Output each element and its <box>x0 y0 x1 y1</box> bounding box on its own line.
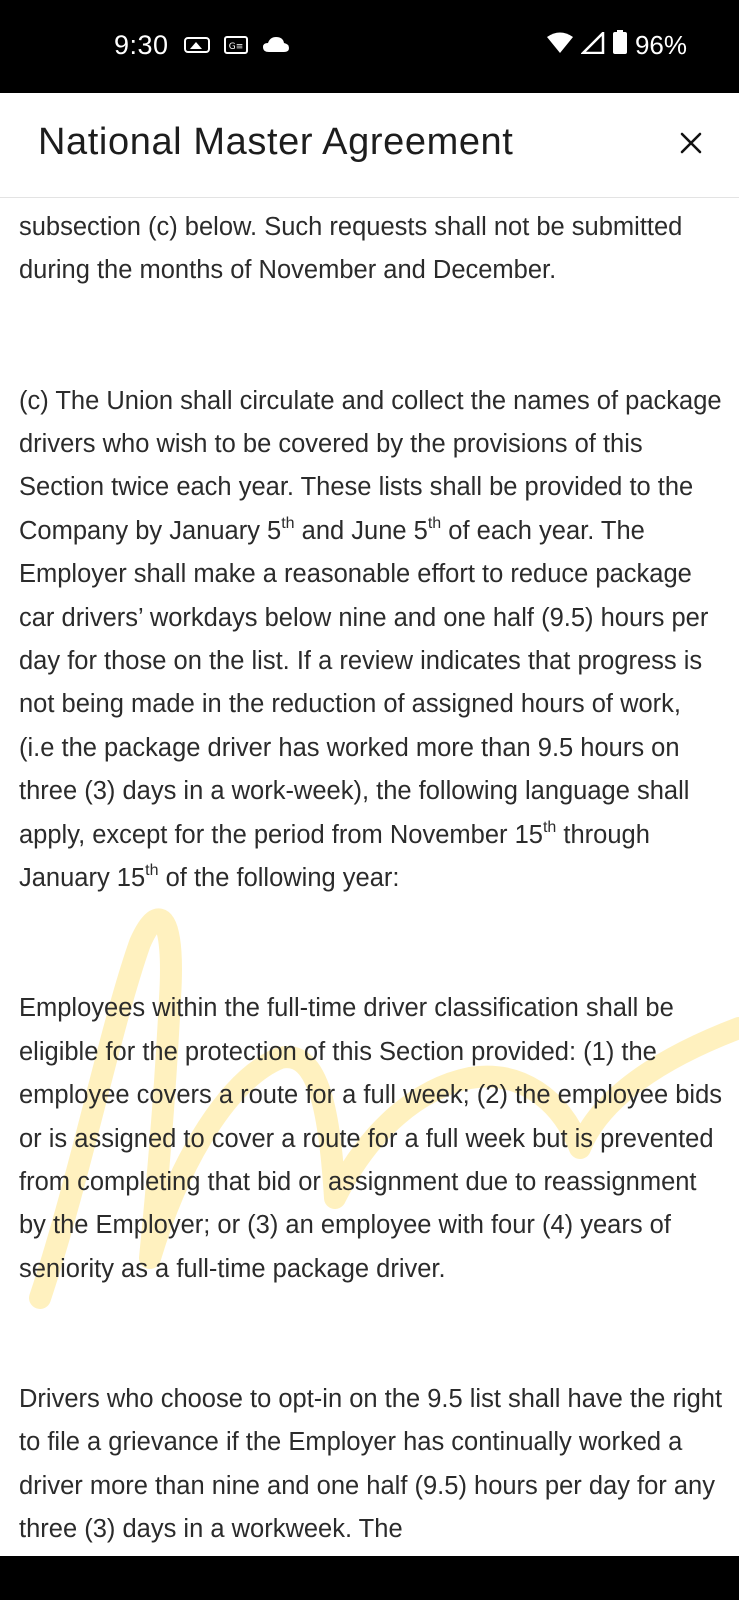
header <box>0 93 739 198</box>
system-icons <box>547 30 687 61</box>
paragraph-3: Employees within the full-time driver classification shall be eligible for the protection of this Section provided: (1) the employee covers a route for a full week; (2) the employee bids or is assigned to cover a route for a full week but is prevented from completing that bid or assignment due to reassignment by the Employer; or (3) an employee with four (4) years of seniority as a full-time package driver. <box>19 994 723 1283</box>
status-time: 9:30 <box>114 30 169 60</box>
mlb-icon <box>184 37 210 58</box>
wifi-icon <box>547 30 573 61</box>
battery-icon <box>613 30 627 61</box>
battery-percent: 96% <box>634 30 687 60</box>
close-icon <box>679 131 703 155</box>
paragraph-4: Drivers who choose to opt-in on the 9.5 list shall have the right to file a grievance if the Employer has continually worked a driver more than nine and one half (9.5) hours per day for any three (3) days in a workweek. The <box>19 1384 723 1544</box>
page-title: National Master Agreement <box>38 121 514 163</box>
signal-icon <box>581 30 605 61</box>
cloud-icon <box>262 36 290 59</box>
document-viewer[interactable] <box>0 198 739 1556</box>
close-button[interactable] <box>667 119 715 167</box>
notification-icons <box>184 36 290 59</box>
paragraph-2: (c) The Union shall circulate and collect the names of package drivers who wish to be covered by the provisions of this Section twice each year. These lists shall be provided to the Company by January 5th and June 5th of each year. The Employer shall make a reasonable effort to reduce package car drivers’ workdays below nine and one half (9.5) hours per day for those on the list. If a review indicates that progress is not being made in the reduction of assigned hours of work, (i.e the package driver has worked more than 9.5 hours on three (3) days in a work-week), the following language shall apply, except for the period from November 15th through January 15th of the following year: <box>19 386 722 893</box>
status-bar <box>0 0 739 93</box>
paragraph-1: subsection (c) below. Such requests shall not be submitted during the months of November and December. <box>19 213 683 285</box>
agreement-text <box>19 206 723 1556</box>
svg-text:G≡: G≡ <box>228 42 244 52</box>
home-indicator[interactable] <box>268 1545 471 1554</box>
navigation-bar <box>0 1556 739 1600</box>
ge-news-icon <box>224 36 248 59</box>
